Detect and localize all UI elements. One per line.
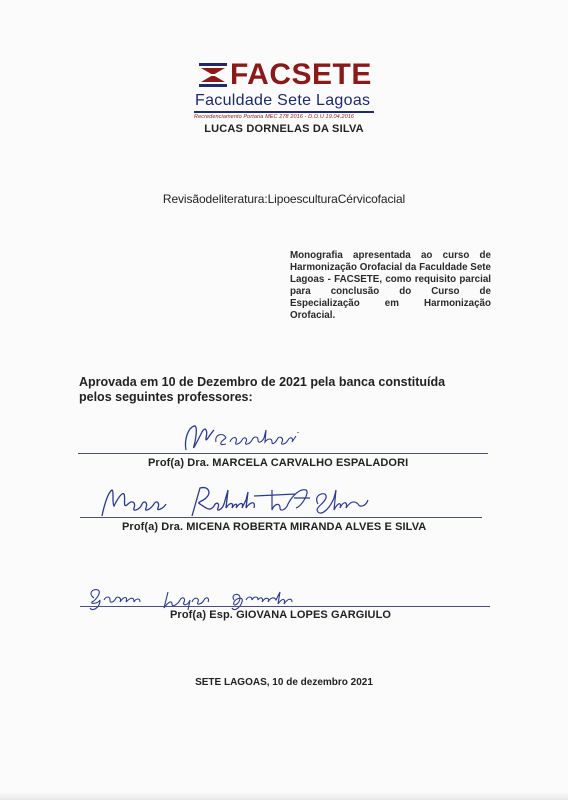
signature-marcela bbox=[180, 420, 330, 456]
logo-divider bbox=[194, 111, 374, 113]
signature-line-1 bbox=[78, 453, 488, 454]
committee-member-1: Prof(a) Dra. MARCELA CARVALHO ESPALADORI bbox=[148, 457, 409, 469]
monograph-description: Monografia apresentada ao curso de Harmonização Orofacial da Faculdade Sete Lagoas - FACSETE, como requisito parcial para conclusão do Curso de Especialização em Harmonização Orofacial. bbox=[290, 250, 491, 321]
logo-name: FACSETE bbox=[230, 58, 372, 91]
committee-member-2: Prof(a) Dra. MICENA ROBERTA MIRANDA ALVES E SILVA bbox=[122, 521, 427, 533]
scan-edge bbox=[0, 792, 568, 800]
logo-subtitle: Faculdade Sete Lagoas bbox=[195, 92, 371, 109]
logo-small-print: Recredenciamento Portaria MEC 278 2016 - D.O.U 19.04.2016 bbox=[194, 114, 355, 120]
approval-statement: Aprovada em 10 de Dezembro de 2021 pela banca constituída pelos seguintes professores: bbox=[79, 375, 446, 404]
facsete-emblem-icon bbox=[198, 62, 228, 88]
facsete-logo bbox=[192, 58, 382, 126]
signature-line-2 bbox=[80, 517, 482, 518]
author-name: LUCAS DORNELAS DA SILVA bbox=[204, 123, 364, 135]
signature-line-3 bbox=[80, 606, 490, 607]
monograph-title: Revisãodeliteratura:LipoesculturaCérvicofacial bbox=[162, 192, 406, 206]
committee-member-3: Prof(a) Esp. GIOVANA LOPES GARGIULO bbox=[170, 609, 392, 621]
place-and-date: SETE LAGOAS, 10 de dezembro 2021 bbox=[195, 677, 373, 688]
